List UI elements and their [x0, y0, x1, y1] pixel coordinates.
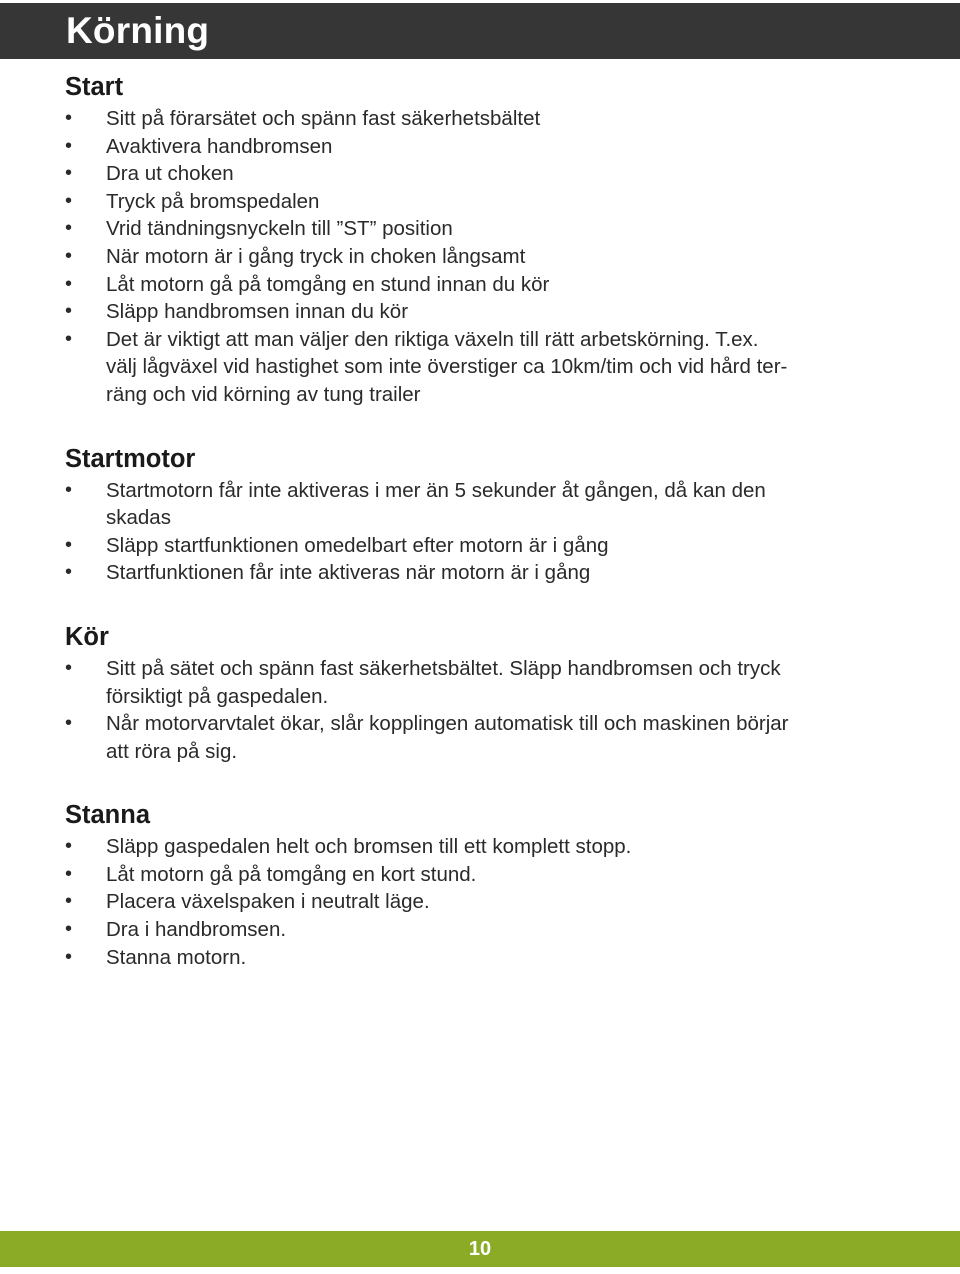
- bullet-list-startmotor: [65, 477, 905, 587]
- section-heading-kor: Kör: [65, 622, 109, 651]
- list-item-text: När motorn är i gång tryck in choken långsamt: [106, 244, 526, 268]
- list-item-text: Släpp startfunktionen omedelbart efter motorn är i gång: [106, 533, 609, 557]
- footer-bar: [0, 1231, 960, 1267]
- section-heading-stanna: Stanna: [65, 801, 151, 830]
- list-item-text: Dra ut choken: [106, 162, 234, 186]
- bullet-list-stanna: [65, 833, 905, 971]
- section-startmotor: [65, 443, 905, 587]
- bullet-icon: •: [65, 134, 73, 157]
- bullet-icon: •: [65, 217, 73, 240]
- list-item: [65, 655, 905, 710]
- bullet-icon: •: [65, 835, 73, 858]
- list-item: [65, 326, 905, 409]
- list-item: [65, 477, 905, 532]
- bullet-icon: •: [65, 945, 73, 968]
- list-item-continuation: skadas: [106, 506, 171, 530]
- bullet-icon: •: [65, 918, 73, 941]
- bullet-list-start: [65, 105, 905, 409]
- list-item: [65, 944, 905, 972]
- list-item-text: Tryck på bromspedalen: [106, 189, 320, 213]
- bullet-icon: •: [65, 272, 73, 295]
- list-item: [65, 861, 905, 889]
- list-item-text: Släpp handbromsen innan du kör: [106, 300, 409, 324]
- section-heading-start: Start: [65, 73, 124, 101]
- list-item: [65, 888, 905, 916]
- list-item: [65, 298, 905, 326]
- list-item: [65, 215, 905, 243]
- list-item-text: Placera växelspaken i neutralt läge.: [106, 890, 430, 914]
- list-item-text: Dra i handbromsen.: [106, 918, 287, 942]
- list-item-text: Låt motorn gå på tomgång en kort stund.: [106, 862, 477, 886]
- title-bar: [0, 3, 960, 59]
- list-item-text: Vrid tändningsnyckeln till ”ST” position: [106, 217, 453, 241]
- section-stanna: [65, 799, 905, 971]
- list-item-continuation: räng och vid körning av tung trailer: [106, 382, 421, 406]
- list-item-text: Låt motorn gå på tomgång en stund innan du kör: [106, 272, 550, 296]
- list-item-text: Når motorvarvtalet ökar, slår kopplingen automatisk till och maskinen börjar: [106, 712, 789, 736]
- bullet-icon: •: [65, 162, 73, 185]
- bullet-icon: •: [65, 478, 73, 501]
- list-item: [65, 160, 905, 188]
- bullet-icon: •: [65, 712, 73, 735]
- list-item-continuation: att röra på sig.: [106, 739, 238, 763]
- document-body: [65, 71, 905, 971]
- list-item: [65, 833, 905, 861]
- list-item: [65, 271, 905, 299]
- list-item-text: Startfunktionen får inte aktiveras när motorn är i gång: [106, 561, 591, 585]
- list-item: [65, 133, 905, 161]
- section-kor: [65, 621, 905, 765]
- section-start: [65, 71, 905, 409]
- list-item-text: Sitt på sätet och spänn fast säkerhetsbältet. Släpp handbromsen och tryck: [106, 656, 781, 680]
- section-heading-startmotor: Startmotor: [65, 444, 196, 473]
- bullet-icon: •: [65, 327, 73, 350]
- list-item: [65, 105, 905, 133]
- bullet-icon: •: [65, 890, 73, 913]
- list-item: [65, 710, 905, 765]
- list-item-text: Det är viktigt att man väljer den riktiga växeln till rätt arbetskörning. T.ex.: [106, 327, 759, 351]
- bullet-icon: •: [65, 300, 73, 323]
- list-item: [65, 916, 905, 944]
- bullet-list-kor: [65, 655, 905, 765]
- list-item: [65, 188, 905, 216]
- bullet-icon: •: [65, 189, 73, 212]
- bullet-icon: •: [65, 656, 73, 679]
- list-item-continuation: välj lågväxel vid hastighet som inte överstiger ca 10km/tim och vid hård ter-: [106, 355, 788, 379]
- list-item: [65, 559, 905, 587]
- page-title: Körning: [66, 10, 210, 51]
- bullet-icon: •: [65, 244, 73, 267]
- bullet-icon: •: [65, 107, 73, 129]
- bullet-icon: •: [65, 561, 73, 584]
- list-item-text: Startmotorn får inte aktiveras i mer än 5 sekunder åt gången, då kan den: [106, 478, 766, 502]
- bullet-icon: •: [65, 533, 73, 556]
- list-item-text: Sitt på förarsätet och spänn fast säkerhetsbältet: [106, 107, 541, 130]
- bullet-icon: •: [65, 862, 73, 885]
- list-item-text: Avaktivera handbromsen: [106, 134, 333, 158]
- list-item: [65, 243, 905, 271]
- list-item-continuation: försiktigt på gaspedalen.: [106, 684, 329, 708]
- list-item-text: Släpp gaspedalen helt och bromsen till ett komplett stopp.: [106, 835, 632, 859]
- list-item: [65, 532, 905, 560]
- list-item-text: Stanna motorn.: [106, 945, 247, 969]
- page-number: 10: [468, 1238, 492, 1260]
